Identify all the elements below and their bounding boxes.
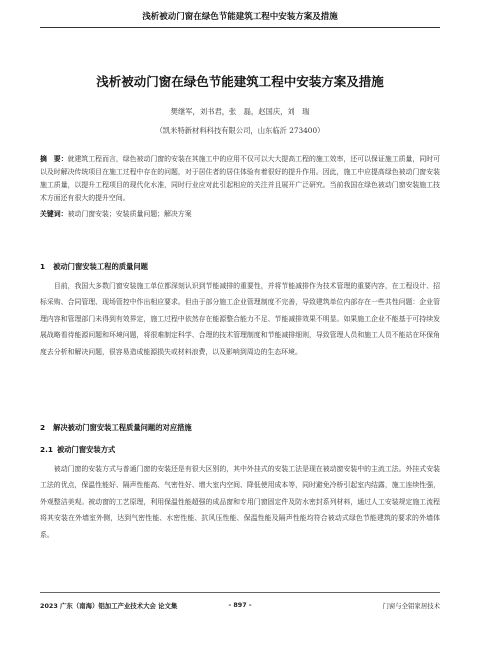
page-number: - 897 - — [228, 601, 252, 609]
section-2-number: 2 — [40, 423, 46, 432]
affiliation: （凯米特新材料科技有限公司，山东临沂 273400） — [155, 126, 325, 135]
abstract-label: 摘 要： — [40, 155, 68, 163]
keywords-label: 关键词： — [40, 210, 68, 218]
section-2-heading — [40, 423, 192, 433]
abstract — [40, 153, 440, 205]
section-2-1-number: 2.1 — [40, 445, 53, 454]
footer-right: 门窗与全铝家居技术 — [382, 602, 440, 610]
paper-title: 浅析被动门窗在绿色节能建筑工程中安装方案及措施 — [96, 74, 384, 89]
section-1-number: 1 — [40, 262, 46, 271]
running-header: 浅析被动门窗在绿色节能建筑工程中安装方案及措施 — [142, 12, 338, 22]
section-2-1-heading — [40, 445, 115, 455]
section-2-title: 解决被动门窗安装工程质量问题的对应措施 — [53, 423, 192, 432]
abstract-text: 就建筑工程而言，绿色被动门窗的安装在其施工中的应用不仅可以大大提高工程的施工效率，还可以保证施工质量，同时可以及时解决传统项目在施工过程中存在的问题，对于居住者的居住体验有着很好的提升作用。因此，施工中应提高绿色被动门窗安装施工质量，以提升工程项目的现代化水准，同时行业应对此引起相应的关注并且展开广泛研究。当前我国在绿色被动门窗安装施工技术方面还有很大的提升空间。 — [40, 155, 441, 202]
section-1-title: 被动门窗安装工程的质量问题 — [53, 262, 148, 271]
section-1-heading — [40, 262, 148, 272]
footer-rule — [40, 592, 440, 593]
keywords-text: 被动门窗安装；安装质量问题；解决方案 — [67, 210, 192, 218]
authors: 樊继军，刘书君，张 磊，赵国庆，刘 瑞 — [170, 107, 310, 116]
section-2-1-title: 被动门窗安装方式 — [56, 445, 116, 454]
footer-left: 2023 广东（南海）铝加工产业技术大会 论文集 — [40, 602, 178, 610]
header-rule — [40, 27, 440, 28]
keywords — [40, 208, 440, 218]
section-2-1-paragraph: 被动门窗的安装方式与普通门窗的安装还是有很大区别的，其中外挂式的安装工法是现在被动窗安装中的主流工法。外挂式安装工法的优点，保温性能好、隔声性能高、气密性好、增大室内空间、降低使用成本等，同时避免冷桥引起室内结露，施工连续性强，外观整洁美观。被动窗的工艺原理，利用保温性能超强的成品窗和专用门窗固定件及防水密封系列材料，通过人工安装规定施工流程将其安装在外墙室外侧，达到气密性能、水密性能、抗风压性能、保温性能及隔声性能均符合被动式绿色节能建筑的要求的外墙体系。 — [40, 465, 440, 539]
section-1-paragraph: 目前，我国大多数门窗安装施工单位都深刻认识到节能减排的重要性，并将节能减排作为技术管理的重要内容，在工程设计、招标采购、合同管理、现场管控中作出相应要求。但由于部分施工企业管理制度不完善，导致建筑单位内部存在一些共性问题：企业管理内容和管理部门未得到有效界定，施工过程中依然存在能源整合能力不足、节能减排效果不明显。如果施工企业不能基于可持续发展战略看待能源问题和环境问题，将很难制定科学、合理的技术管理制度和节能减排细则，导致管理人员和施工人员不能站在环保角度去分析和解决问题，很容易造成能源损失或材料浪费，以及影响到周边的生态环境。 — [40, 282, 440, 356]
